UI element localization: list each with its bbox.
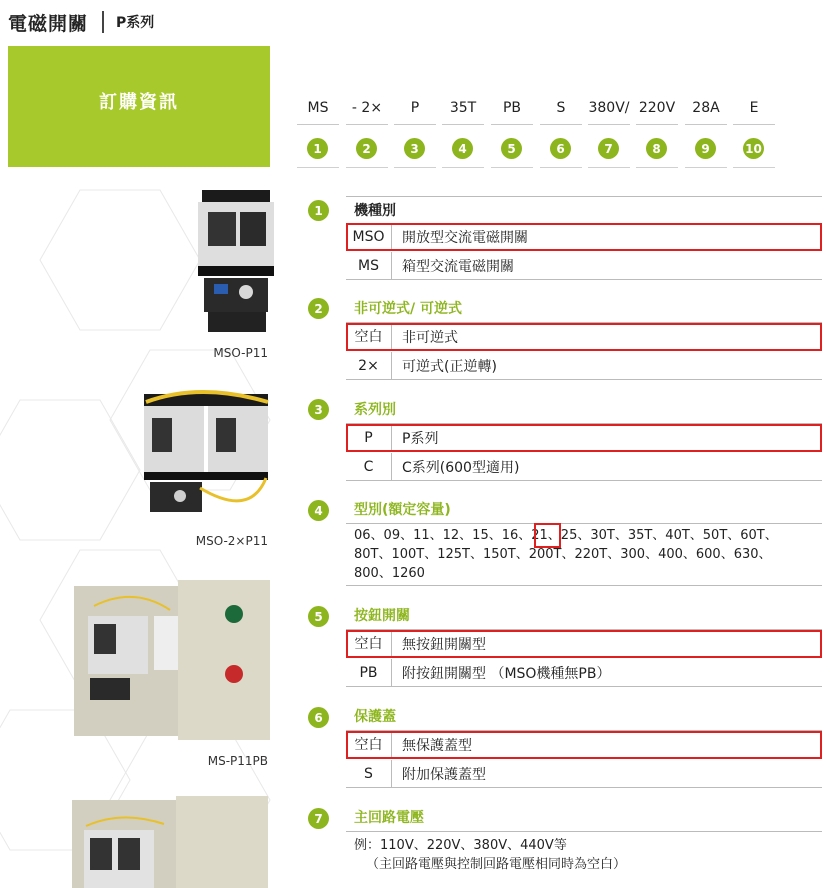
option-desc: 無保護蓋型 (402, 737, 472, 754)
code-underline (588, 124, 630, 125)
section-number-1: 1 (308, 200, 329, 221)
voltage-example-line-1: 例：110V、220V、380V、440V等 (354, 838, 567, 853)
code-underline (491, 124, 533, 125)
model-code-segment: P (410, 100, 420, 116)
badge-underline (685, 167, 727, 168)
capacity-line-1: 06、09、11、12、15、16、21、25、30T、35T、40T、50T、60T、 (354, 528, 778, 543)
option-desc: 箱型交流電磁開關 (402, 258, 514, 275)
section-title-pushbutton: 按鈕開關 (346, 602, 822, 630)
page-title: 電磁開關 (8, 12, 89, 35)
option-row-ms (346, 252, 822, 280)
section-number-5: 5 (308, 606, 329, 627)
code-number-badge: 1 (307, 138, 328, 159)
option-row-blank-2 (346, 323, 822, 351)
series-subtitle: P系列 (116, 15, 155, 31)
model-code-segment: 380V/ (588, 100, 630, 116)
code-number-badge: 4 (452, 138, 473, 159)
option-code: C (346, 453, 392, 480)
option-row-blank-6 (346, 731, 822, 759)
section-title-series: 系列別 (346, 396, 822, 424)
section-number-2: 2 (308, 298, 329, 319)
product-image-ms-box (72, 796, 272, 888)
badge-underline (346, 167, 388, 168)
badge-underline (442, 167, 484, 168)
code-number-badge: 6 (550, 138, 571, 159)
code-number-badge: 3 (404, 138, 425, 159)
product-image-mso-2xp11 (140, 388, 272, 520)
page-header (8, 8, 154, 36)
selected-capacity-highlight (534, 523, 561, 548)
model-code-segment: MS (307, 100, 329, 116)
option-desc: 附按鈕開關型 （MSO機種無PB） (402, 665, 611, 682)
code-number-badge: 9 (695, 138, 716, 159)
code-number-badge: 8 (646, 138, 667, 159)
code-number-badge: 10 (743, 138, 764, 159)
model-code-segment: 220V (638, 100, 676, 116)
model-code-segment: 28A (692, 100, 720, 116)
product-label-2: MSO-2×P11 (195, 534, 268, 548)
option-desc: 非可逆式 (402, 329, 458, 346)
code-number-badge: 7 (598, 138, 619, 159)
code-number-badge: 2 (356, 138, 377, 159)
option-code: P (346, 424, 392, 451)
badge-underline (588, 167, 630, 168)
section-number-6: 6 (308, 707, 329, 728)
code-underline (394, 124, 436, 125)
option-code: 空白 (346, 323, 392, 350)
option-code: MSO (346, 223, 392, 250)
model-code-segment: 35T (449, 100, 477, 116)
option-row-blank-5 (346, 630, 822, 658)
badge-underline (394, 167, 436, 168)
option-code: 空白 (346, 630, 392, 657)
product-label-3: MS-P11PB (207, 754, 268, 768)
section-title-capacity: 型別(額定容量) (346, 496, 822, 524)
option-row-s (346, 760, 822, 788)
option-desc: 附加保護蓋型 (402, 766, 486, 783)
badge-underline (491, 167, 533, 168)
code-underline (685, 124, 727, 125)
product-image-ms-p11pb (74, 576, 274, 742)
model-code-segment: E (749, 100, 759, 116)
badge-underline (540, 167, 582, 168)
option-desc: 開放型交流電磁開關 (402, 229, 528, 246)
badge-underline (297, 167, 339, 168)
code-underline (636, 124, 678, 125)
code-underline (297, 124, 339, 125)
model-code-segment: PB (502, 100, 522, 116)
section-number-4: 4 (308, 500, 329, 521)
option-row-pb (346, 659, 822, 687)
title-divider (102, 11, 104, 33)
code-number-badge: 5 (501, 138, 522, 159)
option-row-c (346, 453, 822, 481)
option-code: 2× (346, 352, 392, 379)
badge-underline (733, 167, 775, 168)
section-title-main-voltage: 主回路電壓 (346, 804, 822, 832)
banner-title: 訂購資訊 (99, 92, 179, 113)
option-desc: 無按鈕開關型 (402, 636, 486, 653)
capacity-line-3: 800、1260 (354, 566, 425, 581)
ordering-info-banner (8, 46, 270, 167)
code-underline (540, 124, 582, 125)
section-title-cover: 保護蓋 (346, 703, 822, 731)
capacity-list (346, 526, 822, 586)
option-row-2x (346, 352, 822, 380)
voltage-example-line-2: （主回路電壓與控制回路電壓相同時為空白） (366, 857, 627, 872)
option-code: PB (346, 659, 392, 686)
product-image-mso-p11 (194, 188, 278, 338)
code-underline (442, 124, 484, 125)
voltage-example (346, 836, 822, 880)
section-number-3: 3 (308, 399, 329, 420)
model-code-segment: S (556, 100, 566, 116)
section-title-reversible: 非可逆式/ 可逆式 (346, 295, 822, 323)
capacity-line-2: 80T、100T、125T、150T、200T、220T、300、400、600、630、 (354, 547, 772, 562)
option-desc: P系列 (402, 430, 439, 447)
option-row-mso (346, 223, 822, 251)
option-code: 空白 (346, 731, 392, 758)
option-code: S (346, 760, 392, 787)
section-number-7: 7 (308, 808, 329, 829)
option-code: MS (346, 252, 392, 279)
option-desc: C系列(600型適用) (402, 459, 520, 476)
code-underline (346, 124, 388, 125)
option-row-p (346, 424, 822, 452)
model-code-segment: - 2× (351, 100, 383, 116)
badge-underline (636, 167, 678, 168)
option-desc: 可逆式(正逆轉) (402, 358, 497, 375)
section-title-model-type: 機種別 (346, 196, 822, 224)
code-underline (733, 124, 775, 125)
product-label-1: MSO-P11 (213, 346, 268, 360)
